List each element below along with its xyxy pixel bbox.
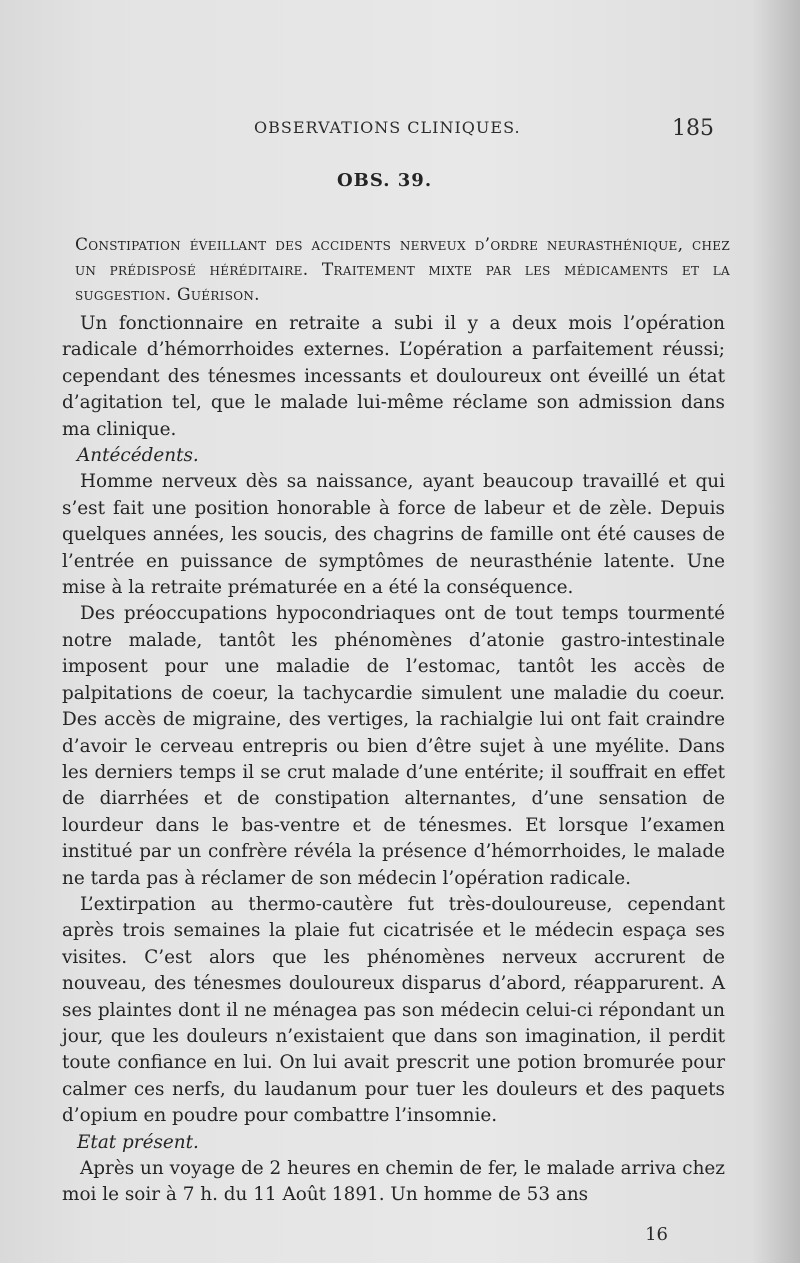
- paragraph-extirpation: L’extirpation au thermo-cautère fut très-douloureuse, cependant après trois semaines la plaie fut cicatrisée et le médecin espaça ses visites. C’est alors que les phénomènes nerveux accrurent de nouveau, des ténesmes douloureux disparus d’abord, réapparurent. A ses plaintes dont il ne ménagea pas son médecin celui-ci répondant un jour, que les douleurs n’existaient que dans son imagination, il perdit toute confiance en lui. On lui avait prescrit une potion bromurée pour calmer ces nerfs, du laudanum pour tuer les douleurs et des paquets d’opium en poudre pour combattre l’insomnie.: [62, 893, 725, 1127]
- section-heading-etat-present: Etat présent.: [77, 1131, 199, 1153]
- paragraph-hypochondria: Des préoccupations hypocondriaques ont de tout temps tourmenté notre malade, tantôt les phénomènes d’atonie gastro-intestinale imposent pour une maladie de l’estomac, tantôt les accès de palpitations de coeur, la tachycardie simulent une maladie du coeur. Des accès de migraine, des vertiges, la rachialgie lui ont fait craindre d’avoir le cerveau entrepris ou bien d’être sujet à une myélite. Dans les derniers temps il se crut malade d’une entérite; il souffrait en effet de diarrhées et de constipation alternantes, d’une sensation de lourdeur dans le bas-ventre et de ténesmes. Et lorsque l’examen institué par un confrère révéla la présence d’hémorrhoides, le malade ne tarda pas à réclamer de son médecin l’opération radicale.: [62, 603, 725, 889]
- printer-signature: 16: [645, 1224, 668, 1245]
- page-number: 185: [672, 116, 714, 141]
- paragraph-background: Homme nerveux dès sa naissance, ayant beaucoup travaillé et qui s’est fait une position honorable à force de labeur et de zèle. Depuis quelques années, les soucis, des chagrins de famille ont été causes de l’entrée en puissance de symptômes de neurasthénie latente. Une mise à la retraite prématurée en a été la conséquence.: [62, 471, 725, 599]
- section-heading-antecedents: Antécédents.: [77, 445, 199, 467]
- observation-body: [62, 311, 725, 1209]
- observation-number: OBS. 39.: [337, 170, 433, 191]
- case-title: Constipation éveillant des accidents nerveux d’ordre neurasthénique, chez un prédisposé héréditaire. Traitement mixte par les médicaments et la suggestion. Guérison.: [75, 235, 730, 305]
- paragraph-arrival: Après un voyage de 2 heures en chemin de fer, le malade arriva chez moi le soir à 7 h. du 11 Août 1891. Un homme de 53 ans: [62, 1158, 725, 1206]
- running-head: OBSERVATIONS CLINIQUES.: [254, 118, 521, 137]
- paragraph-opening: Un fonctionnaire en retraite a subi il y a deux mois l’opération radicale d’hémorrhoides externes. L’opération a parfaitement réussi; cependant des ténesmes incessants et douloureux ont éveillé un état d’agitation tel, que le malade lui-même réclame son admission dans ma clinique.: [62, 313, 725, 440]
